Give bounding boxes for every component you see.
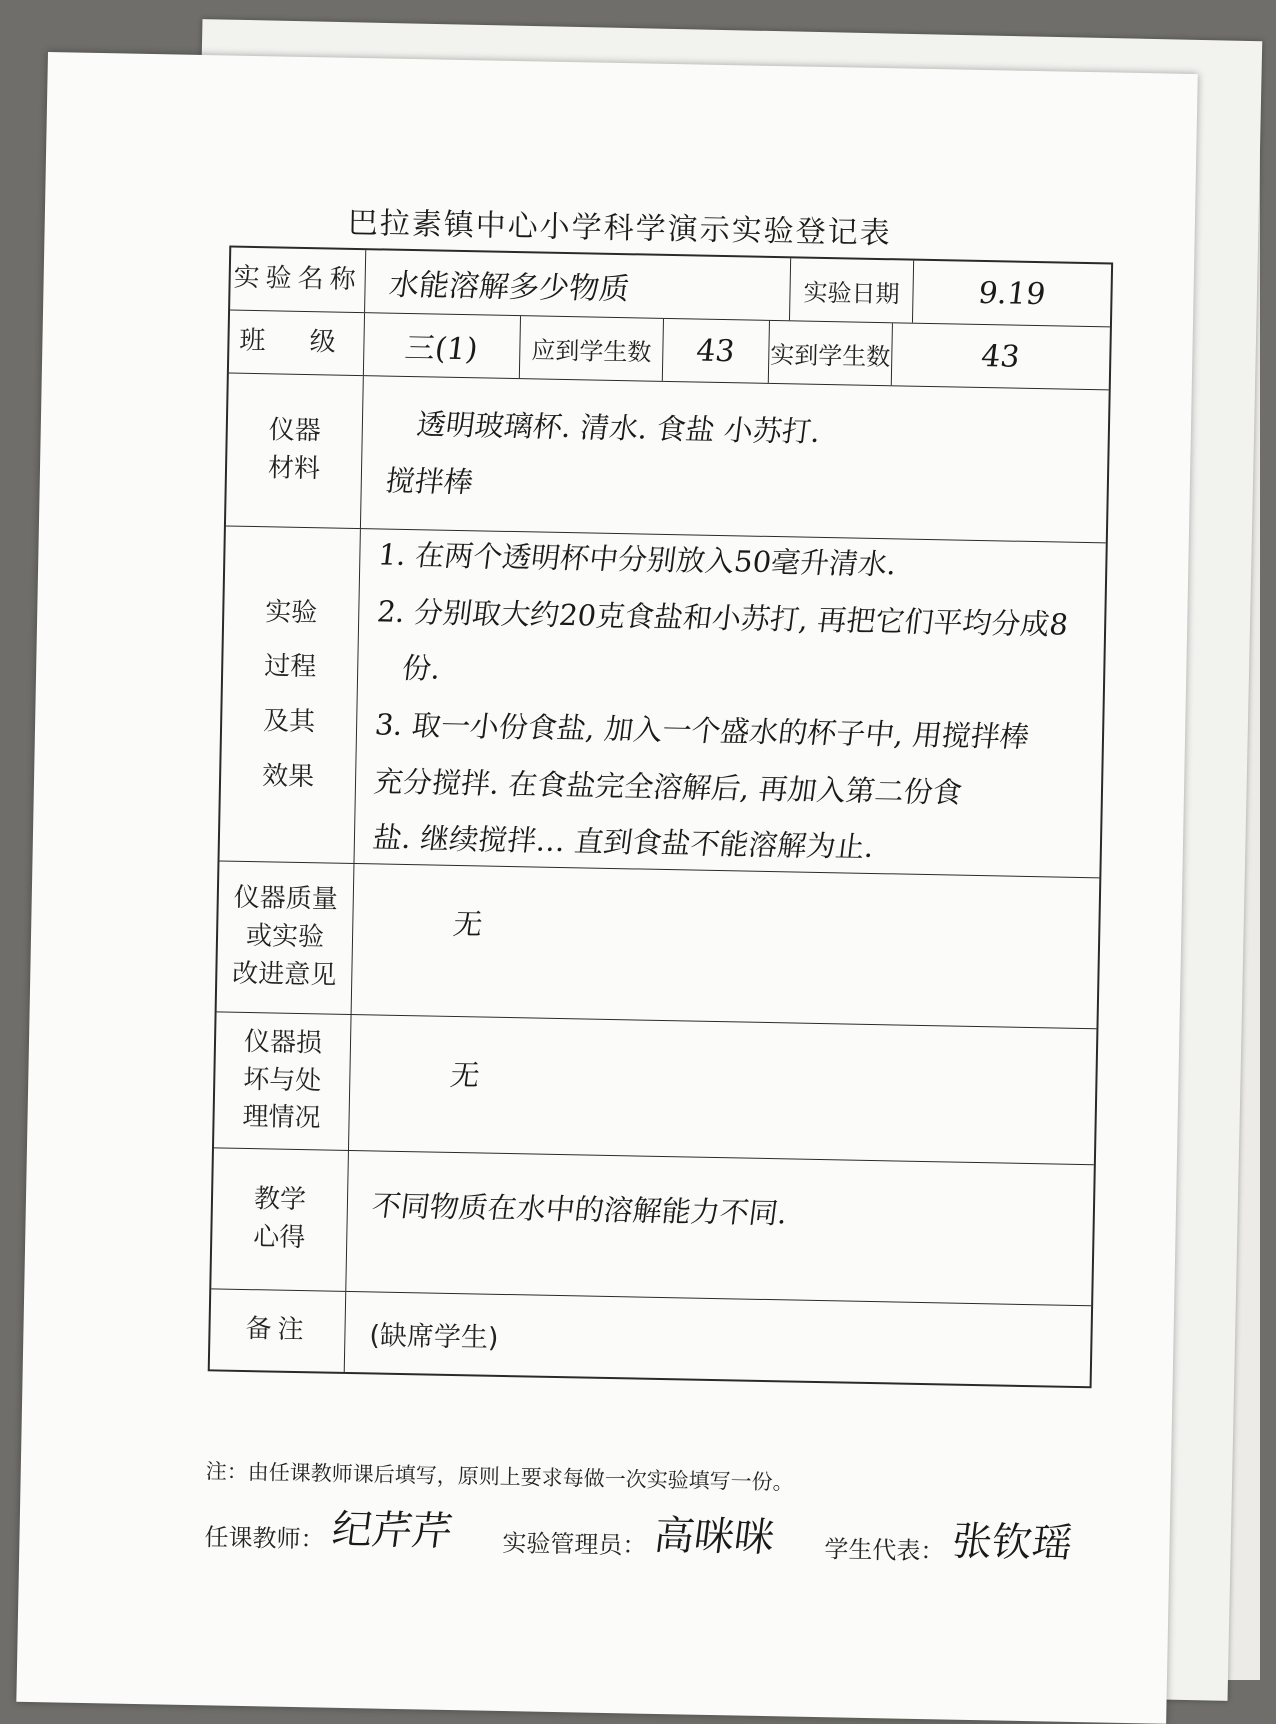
value-reflection[interactable]: 不同物质在水中的溶解能力不同. [369, 1188, 790, 1231]
admin-signature[interactable]: 高咪咪 [651, 1512, 778, 1562]
label-remarks: 备注 [210, 1289, 347, 1372]
teacher-label: 任课教师： [204, 1523, 325, 1554]
process-line: 3. 取一小份食盐, 加入一个盛水的杯子中, 用搅拌棒 [373, 707, 1031, 754]
process-line: 充分搅拌. 在食盐完全溶解后, 再加入第二份食 [371, 763, 964, 810]
value-remarks[interactable]: (缺席学生) [369, 1319, 499, 1354]
row-reflection [211, 1148, 1094, 1306]
signature-row [204, 1495, 1105, 1569]
label-actual-students: 实到学生数 [769, 321, 893, 385]
value-materials[interactable] [361, 376, 1109, 542]
admin-label: 实验管理员： [502, 1529, 647, 1560]
materials-line: 搅拌棒 [383, 463, 475, 500]
label-process: 实验 过程 及其 效果 [220, 527, 361, 864]
form-title: 巴拉素镇中心小学科学演示实验登记表 [347, 205, 893, 252]
label-damage: 仪器损 坏与处 理情况 [214, 1012, 352, 1150]
row-materials [226, 374, 1109, 544]
row-damage [214, 1012, 1096, 1165]
process-line: 份. [400, 651, 443, 687]
process-line: 盐. 继续搅拌… 直到食盐不能溶解为止. [370, 820, 876, 865]
value-expected-students[interactable]: 43 [663, 319, 770, 383]
label-expected-students: 应到学生数 [520, 316, 664, 381]
student-signature[interactable]: 张钦瑶 [949, 1518, 1076, 1567]
value-experiment-name[interactable]: 水能溶解多少物质 [365, 250, 791, 320]
signature-admin [502, 1501, 778, 1563]
teacher-signature[interactable]: 纪芹芹 [329, 1506, 456, 1555]
signature-student [824, 1507, 1076, 1569]
row-quality [217, 861, 1100, 1029]
label-experiment-date: 实验日期 [790, 258, 914, 322]
value-quality[interactable]: 无 [451, 906, 485, 942]
form-sheet [16, 52, 1197, 1724]
materials-line: 透明玻璃杯. 清水. 食盐 小苏打. [414, 407, 823, 450]
registration-table [208, 246, 1113, 1389]
footnote: 注：由任课教师课后填写，原则上要求每做一次实验填写一份。 [205, 1459, 794, 1495]
value-actual-students[interactable]: 43 [979, 338, 1023, 375]
value-class[interactable]: 三(1) [364, 313, 521, 378]
label-quality: 仪器质量 或实验 改进意见 [217, 861, 355, 1014]
label-class: 班 级 [229, 311, 365, 376]
label-materials: 仪器 材料 [226, 374, 364, 529]
row-remarks [210, 1289, 1091, 1386]
label-reflection: 教学 心得 [211, 1148, 349, 1291]
label-experiment-name: 实验名称 [230, 248, 366, 313]
row-process [219, 527, 1105, 879]
value-damage[interactable]: 无 [448, 1057, 482, 1093]
value-experiment-date[interactable]: 9.19 [976, 275, 1048, 312]
value-process[interactable] [354, 529, 1105, 877]
signature-teacher [204, 1495, 456, 1557]
student-label: 学生代表： [824, 1535, 945, 1566]
process-line: 2. 分别取大约20克食盐和小苏打, 再把它们平均分成8 [375, 594, 1071, 642]
process-line: 1. 在两个透明杯中分别放入50毫升清水. [376, 537, 899, 582]
